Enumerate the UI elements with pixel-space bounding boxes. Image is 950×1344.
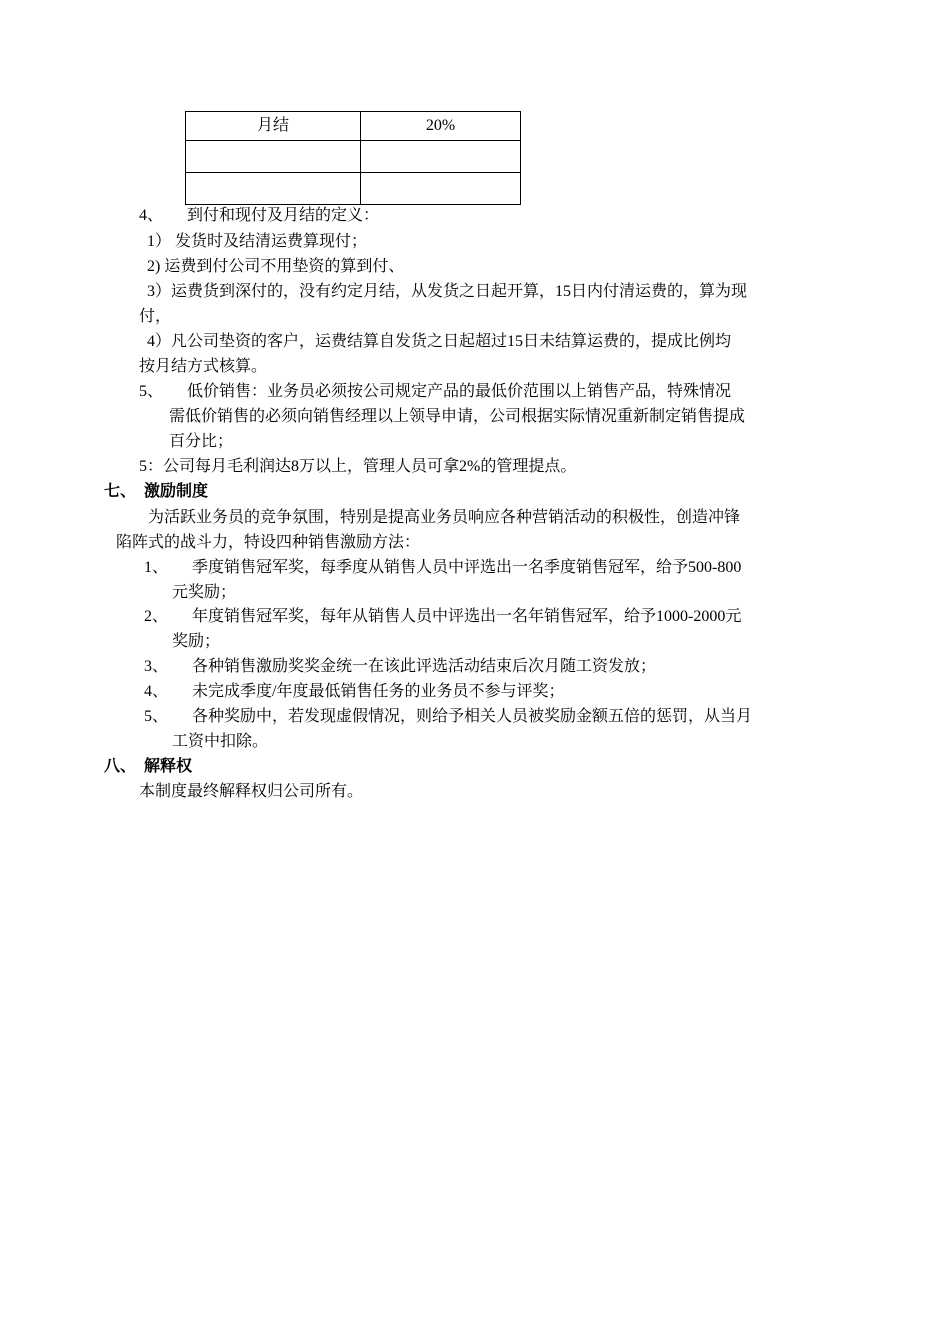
incentive-item: 1、 季度销售冠军奖，每季度从销售人员中评选出一名季度销售冠军，给予500-800 [144,559,742,576]
table-cell: 月结 [186,112,361,141]
interpretation-text: 本制度最终解释权归公司所有。 [139,783,364,800]
definition-item-continued: 付， [139,308,172,325]
incentive-item: 3、 各种销售激励奖奖金统一在该此评选活动结束后次月随工资发放； [144,658,657,675]
low-price-sales-continued: 需低价销售的必须向销售经理以上领导申请，公司根据实际情况重新制定销售提成 [169,408,746,425]
definition-item: 1） 发货时及结清运费算现付； [147,233,368,250]
table-cell [186,141,361,173]
table-row [186,112,521,141]
table-cell [186,173,361,205]
incentive-item: 2、 年度销售冠军奖，每年从销售人员中评选出一名年销售冠军，给予1000-2000元 [144,608,742,625]
incentive-item-continued: 奖励； [172,633,221,650]
definition-item-continued: 按月结方式核算。 [139,358,268,375]
definition-heading: 4、 到付和现付及月结的定义： [139,207,380,224]
table-row [186,173,521,205]
definition-item: 4）凡公司垫资的客户，运费结算自发货之日起超过15日未结算运费的，提成比例均 [147,333,732,350]
table-cell [361,141,521,173]
incentive-item: 5、 各种奖励中，若发现虚假情况，则给予相关人员被奖励金额五倍的惩罚，从当月 [144,708,753,725]
incentive-intro-continued: 陷阵式的战斗力，特设四种销售激励方法： [116,534,421,551]
table-cell [361,173,521,205]
table-row [186,141,521,173]
table-cell: 20% [361,112,521,141]
incentive-intro: 为活跃业务员的竞争氛围，特别是提高业务员响应各种营销活动的积极性，创造冲锋 [148,509,741,526]
incentive-item-continued: 元奖励； [172,584,237,601]
section-heading-interpretation: 八、 解释权 [104,758,193,775]
definition-item: 3）运费货到深付的，没有约定月结，从发货之日起开算，15日内付清运费的，算为现 [147,283,748,300]
management-bonus-item: 5：公司每月毛利润达8万以上，管理人员可拿2%的管理提点。 [139,458,577,475]
low-price-sales-continued: 百分比； [169,433,234,450]
incentive-item: 4、 未完成季度/年度最低销售任务的业务员不参与评奖； [144,683,565,700]
definition-item: 2) 运费到付公司不用垫资的算到付、 [147,258,405,275]
settlement-rate-table [185,111,521,205]
section-heading-incentives: 七、 激励制度 [104,483,209,500]
low-price-sales-item: 5、 低价销售：业务员必须按公司规定产品的最低价范围以上销售产品，特殊情况 [139,383,732,400]
incentive-item-continued: 工资中扣除。 [172,733,269,750]
